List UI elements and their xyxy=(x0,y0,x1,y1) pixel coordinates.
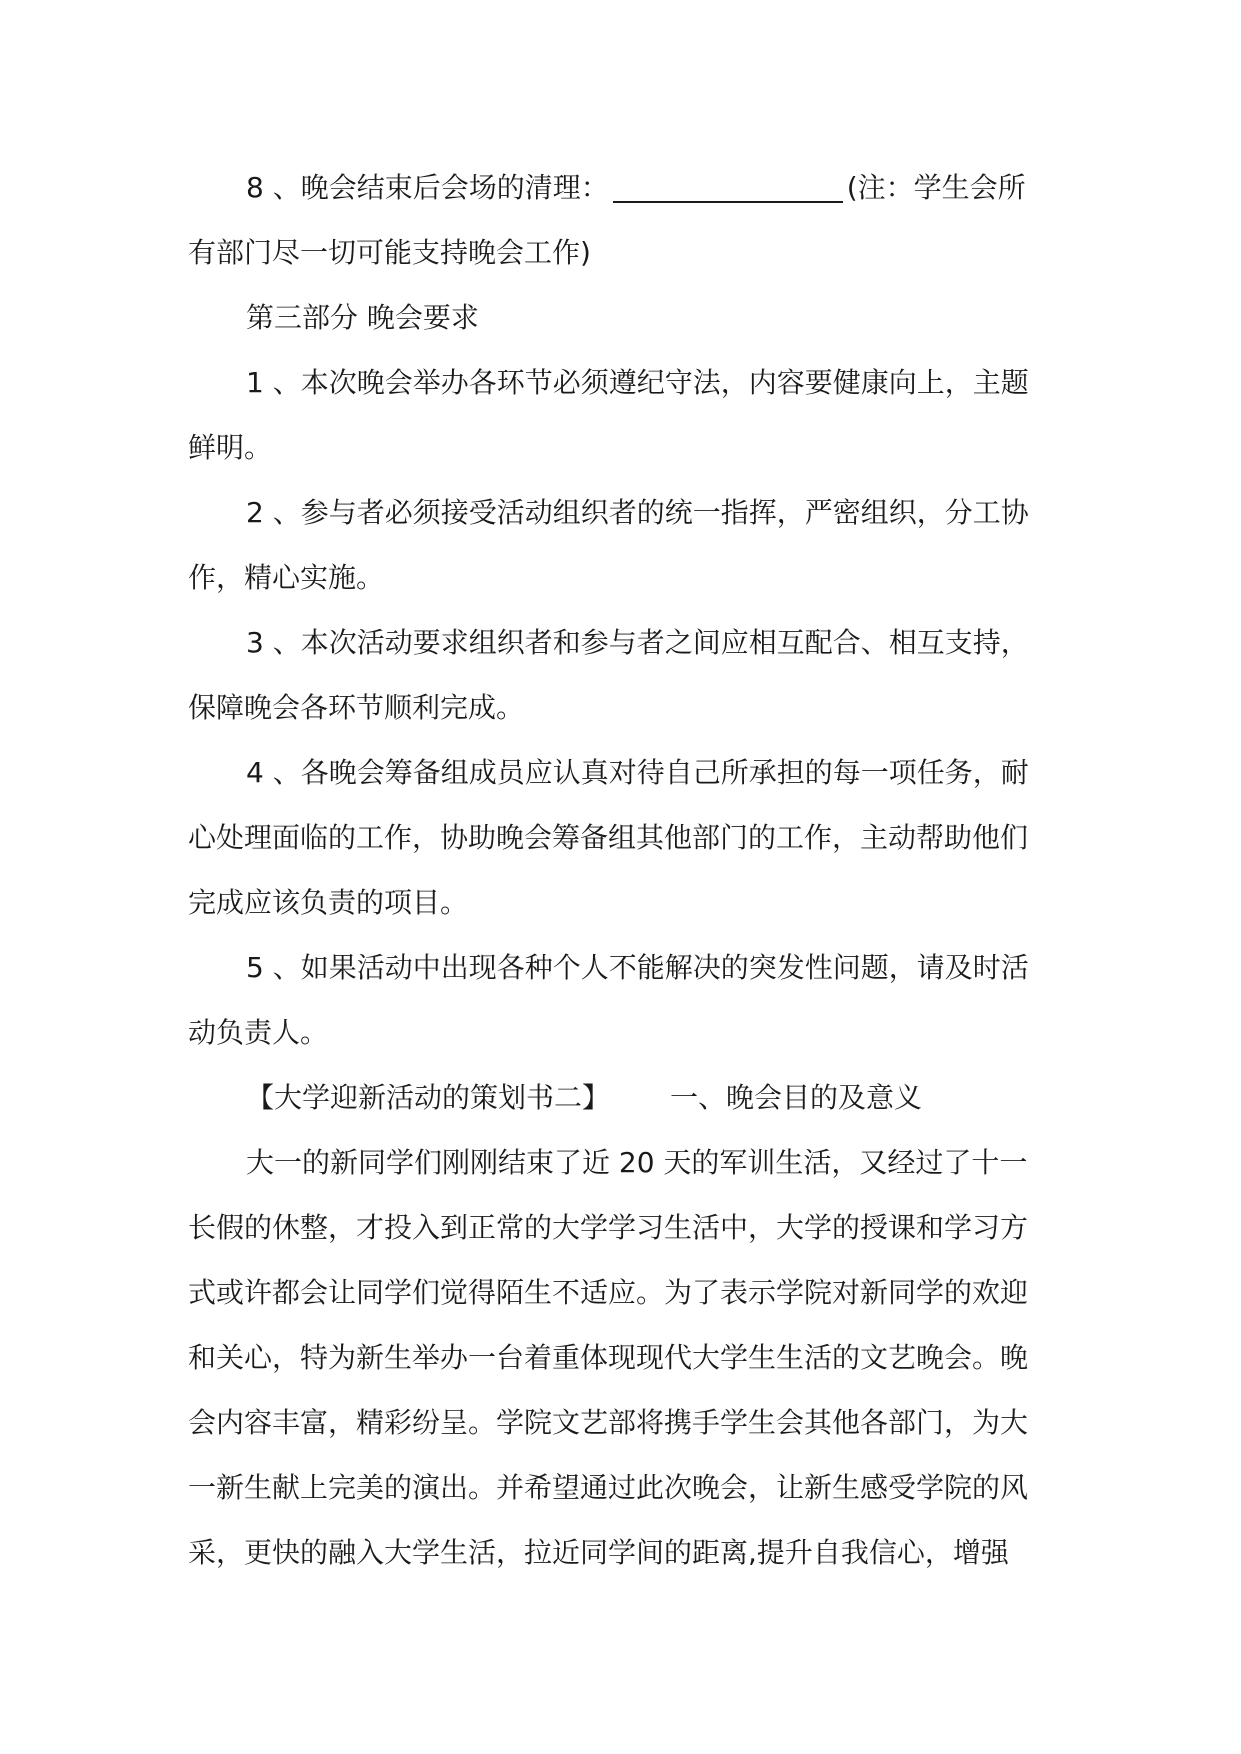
requirement-5-line-2: 动负责人。 xyxy=(188,1016,329,1049)
requirement-4-line-3: 完成应该负责的项目。 xyxy=(188,886,469,919)
requirement-5-line-1: 5 、如果活动中出现各种个人不能解决的突发性问题，请及时活 xyxy=(246,951,1029,984)
requirement-3-line-1: 3 、本次活动要求组织者和参与者之间应相互配合、相互支持， xyxy=(246,626,1029,659)
requirement-2-line-1: 2 、参与者必须接受活动组织者的统一指挥，严密组织，分工协 xyxy=(246,496,1029,529)
item-8-note: (注：学生会所 xyxy=(846,171,1026,204)
requirement-3-line-2: 保障晚会各环节顺利完成。 xyxy=(188,691,525,724)
intro-line-6: 一新生献上完美的演出。并希望通过此次晚会，让新生感受学院的风 xyxy=(188,1471,1029,1504)
intro-line-4: 和关心，特为新生举办一台着重体现现代大学生生活的文艺晚会。晚 xyxy=(188,1341,1029,1374)
document-body xyxy=(188,155,1068,1585)
requirement-1-line-1: 1 、本次晚会举办各环节必须遵纪守法，内容要健康向上，主题 xyxy=(246,366,1029,399)
intro-line-5: 会内容丰富，精彩纷呈。学院文艺部将携手学生会其他各部门，为大 xyxy=(188,1406,1029,1439)
plan-2-heading-line xyxy=(188,1065,1068,1130)
requirement-4-line-2: 心处理面临的工作，协助晚会筹备组其他部门的工作，主动帮助他们 xyxy=(188,821,1029,854)
intro-line-3: 式或许都会让同学们觉得陌生不适应。为了表示学院对新同学的欢迎 xyxy=(188,1276,1029,1309)
intro-line-1: 大一的新同学们刚刚结束了近 20 天的军训生活，又经过了十一 xyxy=(246,1146,1028,1179)
intro-line-2: 长假的休整，才投入到正常的大学学习生活中，大学的授课和学习方 xyxy=(188,1211,1029,1244)
item-8-text: 8 、晚会结束后会场的清理： xyxy=(246,171,609,204)
plan-2-title: 【大学迎新活动的策划书二】 xyxy=(246,1081,611,1114)
part-3-heading: 第三部分 晚会要求 xyxy=(246,301,479,334)
item-8-line xyxy=(188,155,1068,220)
requirement-4-line-1: 4 、各晚会筹备组成员应认真对待自己所承担的每一项任务，耐 xyxy=(246,756,1029,789)
section-1-heading: 一、晚会目的及意义 xyxy=(670,1081,923,1114)
intro-line-7: 采，更快的融入大学生活，拉近同学间的距离,提升自我信心，增强 xyxy=(188,1536,1009,1569)
item-8-continuation: 有部门尽一切可能支持晚会工作) xyxy=(188,236,591,269)
requirement-1-line-2: 鲜明。 xyxy=(188,431,273,464)
requirement-2-line-2: 作，精心实施。 xyxy=(188,561,385,594)
fill-in-blank xyxy=(613,171,843,203)
